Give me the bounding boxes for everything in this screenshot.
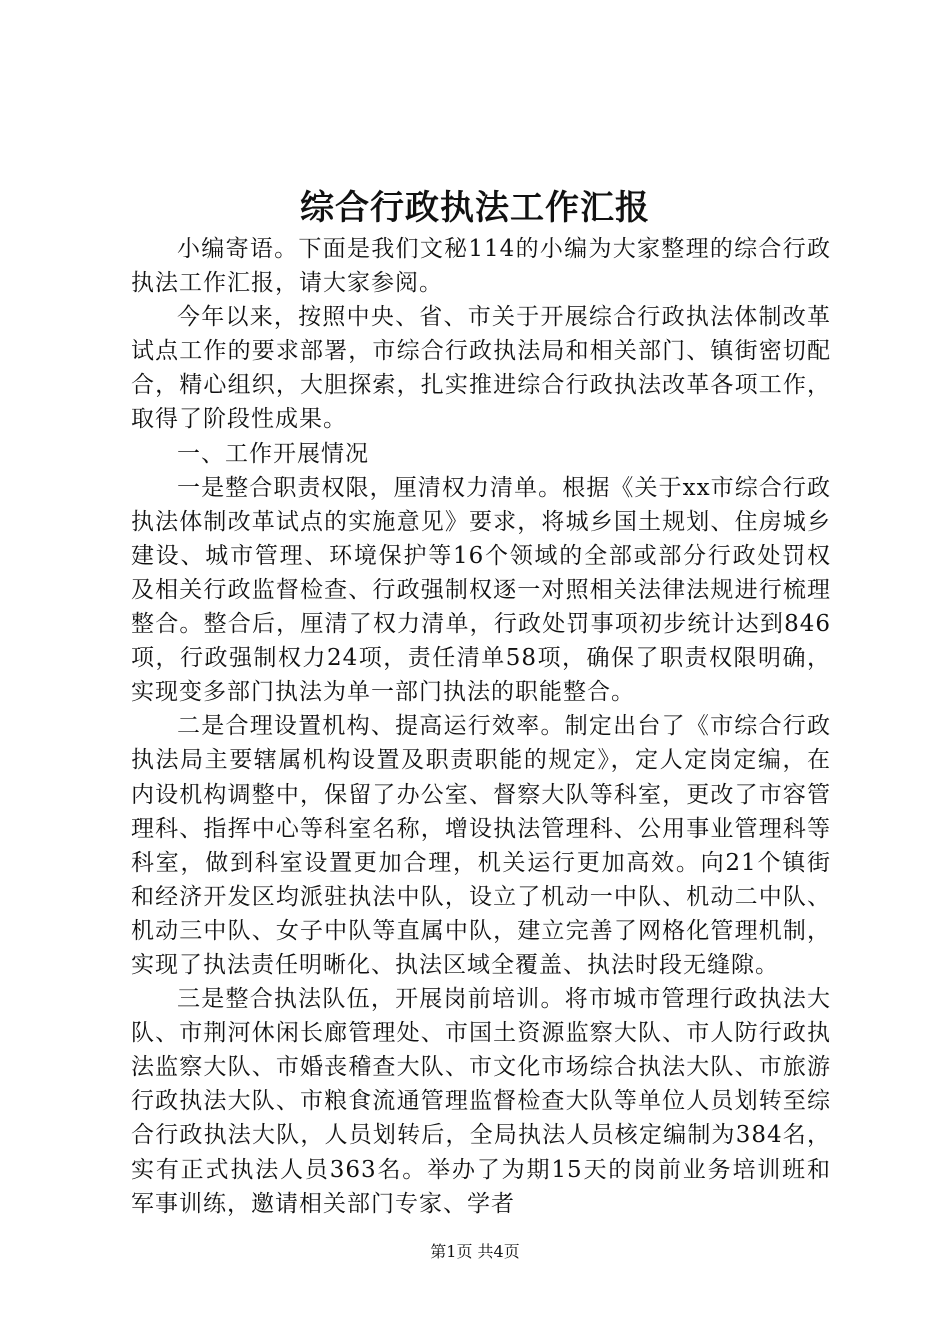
paragraph-intro: 小编寄语。下面是我们文秘114的小编为大家整理的综合行政执法工作汇报，请大家参阅。 — [131, 236, 831, 297]
paragraph-item-2: 二是合理设置机构、提高运行效率。制定出台了《市综合行政执法局主要辖属机构设置及职责职能的规定》，定人定岗定编，在内设机构调整中，保留了办公室、督察大队等科室，更改了市容管理科、指挥中心等科室名称，增设执法管理科、公用事业管理科等科室，做到科室设置更加合理，机关运行更加高效。向21个镇街和经济开发区均派驻执法中队，设立了机动一中队、机动二中队、机动三中队、女子中队等直属中队，建立完善了网格化管理机制，实现了执法责任明晰化、执法区域全覆盖、执法时段无缝隙。 — [131, 713, 831, 978]
page-number-footer: 第1页 共4页 — [430, 1242, 520, 1261]
paragraph-item-3: 三是整合执法队伍，开展岗前培训。将市城市管理行政执法大队、市荆河休闲长廊管理处、市国土资源监察大队、市人防行政执法监察大队、市婚丧稽查大队、市文化市场综合执法大队、市旅游行政执法大队、市粮食流通管理监督检查大队等单位人员划转至综合行政执法大队，人员划转后，全局执法人员核定编制为384名，实有正式执法人员363名。举办了为期15天的岗前业务培训班和军事训练，邀请相关部门专家、学者 — [131, 986, 831, 1217]
section-heading: 一、工作开展情况 — [177, 440, 369, 467]
document-title: 综合行政执法工作汇报 — [300, 188, 650, 228]
paragraph-item-1: 一是整合职责权限，厘清权力清单。根据《关于xx市综合行政执法体制改革试点的实施意见》要求，将城乡国土规划、住房城乡建设、城市管理、环境保护等16个领域的全部或部分行政处罚权及相关行政监督检查、行政强制权逐一对照相关法律法规进行梳理整合。整合后，厘清了权力清单，行政处罚事项初步统计达到846项，行政强制权力24项，责任清单58项，确保了职责权限明确，实现变多部门执法为单一部门执法的职能整合。 — [131, 474, 831, 706]
document-body — [131, 232, 831, 1221]
paragraph-overview: 今年以来，按照中央、省、市关于开展综合行政执法体制改革试点工作的要求部署，市综合行政执法局和相关部门、镇街密切配合，精心组织，大胆探索，扎实推进综合行政执法改革各项工作，取得了阶段性成果。 — [131, 304, 831, 433]
